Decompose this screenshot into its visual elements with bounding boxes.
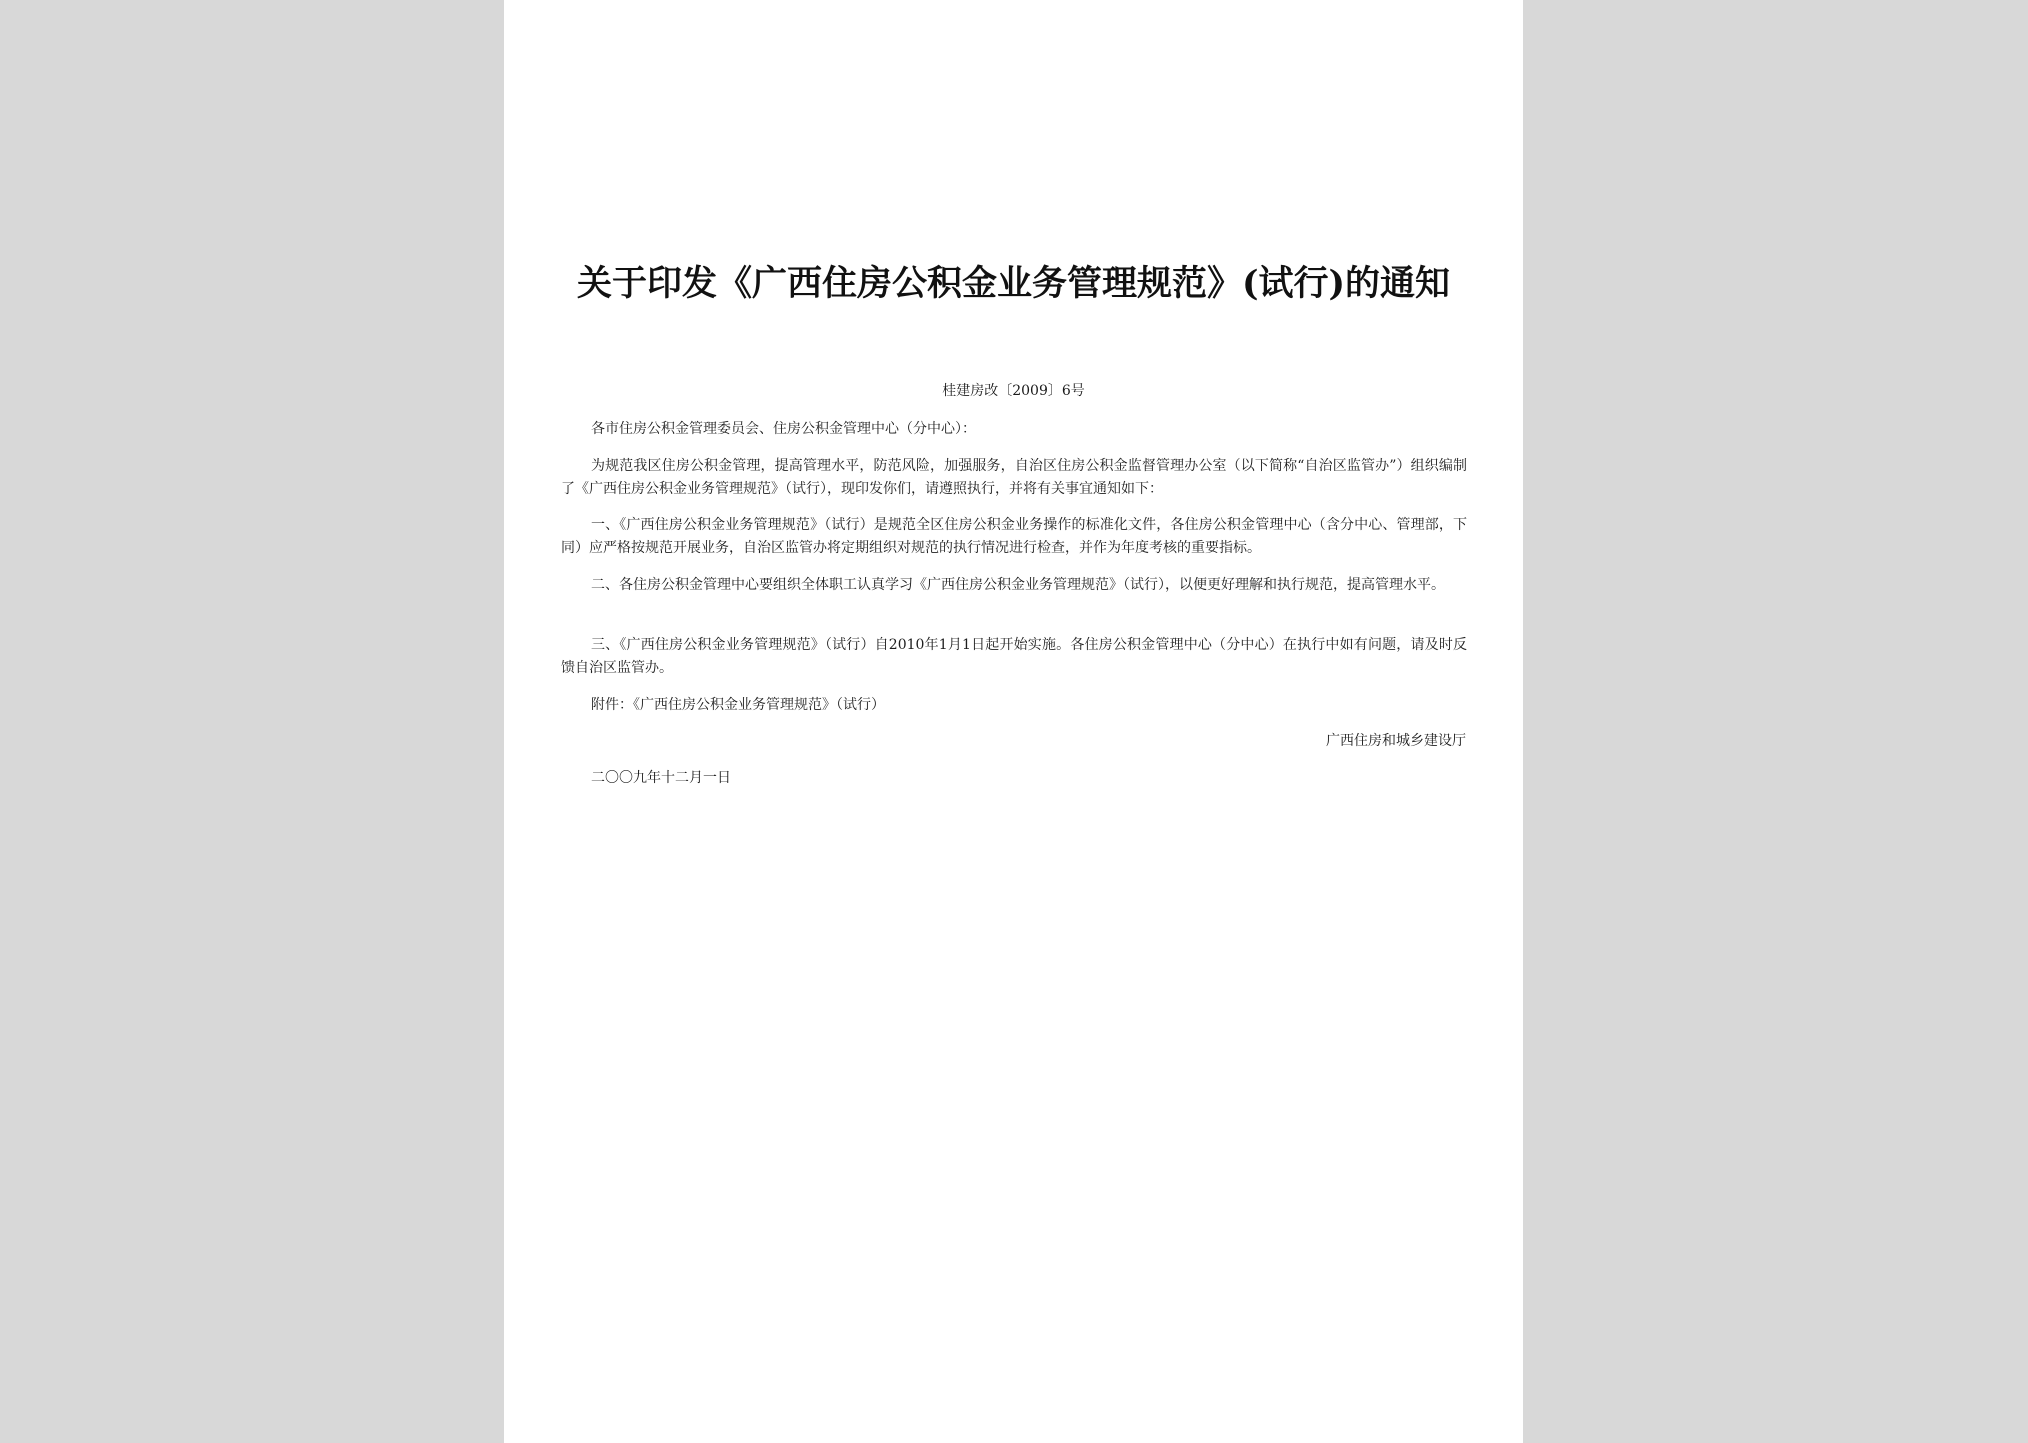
document-page — [504, 0, 1523, 1443]
attachment-line: 附件：《广西住房公积金业务管理规范》（试行） — [591, 697, 885, 713]
document-date: 二〇〇九年十二月一日 — [591, 770, 731, 786]
salutation: 各市住房公积金管理委员会、住房公积金管理中心（分中心）： — [591, 421, 976, 437]
paragraph-item-2: 二、各住房公积金管理中心要组织全体职工认真学习《广西住房公积金业务管理规范》（试行），以便更好理解和执行规范，提高管理水平。 — [591, 577, 1445, 593]
paragraph-item-3: 三、《广西住房公积金业务管理规范》（试行）自2010年1月1日起开始实施。各住房公积金管理中心（分中心）在执行中如有问题，请及时反馈自治区监管办。 — [561, 637, 1467, 676]
paragraph-item-1: 一、《广西住房公积金业务管理规范》（试行）是规范全区住房公积金业务操作的标准化文件，各住房公积金管理中心（含分中心、管理部，下同）应严格按规范开展业务，自治区监管办将定期组织对规范的执行情况进行检查，并作为年度考核的重要指标。 — [561, 517, 1467, 556]
paragraph-intro: 为规范我区住房公积金管理，提高管理水平，防范风险，加强服务，自治区住房公积金监督管理办公室（以下简称“自治区监管办”）组织编制了《广西住房公积金业务管理规范》（试行），现印发你们，请遵照执行，并将有关事宜通知如下： — [561, 458, 1467, 497]
document-number: 桂建房改〔2009〕6号 — [942, 383, 1085, 399]
signer: 广西住房和城乡建设厅 — [1326, 733, 1466, 749]
document-title: 关于印发《广西住房公积金业务管理规范》(试行)的通知 — [576, 263, 1451, 304]
